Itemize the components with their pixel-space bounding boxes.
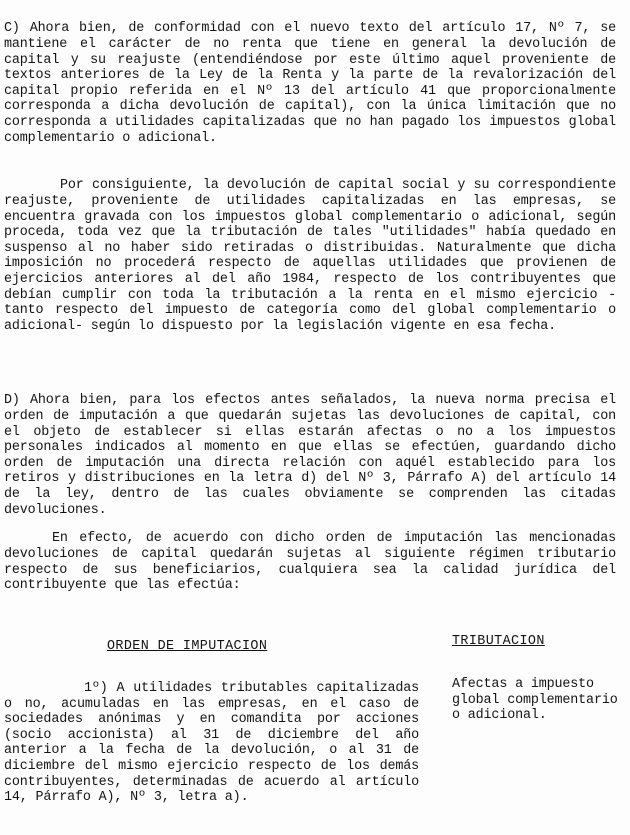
paragraph-c: C) Ahora bien, de conformidad con el nuevo texto del artículo 17, Nº 7, se mantiene el carácter de no renta que tiene en general la devolución de capital y su reajuste (entendiéndose por este último aquel proveniente de textos anteriores de la Ley de la Renta y la parte de la revalorización del capital propio referida en el Nº 13 del artículo 41 que proporcionalmente corresponda a dicha devolución de capital), con la única limitación que no corresponda a utilidades capitalizadas que no han pagado los impuestos global complementario o adicional. [4, 21, 616, 146]
table-header-orden-imputacion: ORDEN DE IMPUTACION [107, 639, 268, 654]
paragraph-por-consiguiente: Por consiguiente, la devolución de capital social y su correspondiente reajuste, proveniente de utilidades capitalizadas en las empresas, se encuentra gravada con los impuestos global complementario o adicional, según proceda, toda vez que la tributación de tales "utilidades" había quedado en suspenso al no haber sido retiradas o distribuidas. Naturalmente que dicha imposición no procederá respecto de aquellas utilidades que provienen de ejercicios anteriores al del año 1984, respecto de los contribuyentes que debían cumplir con toda la tributación a la renta en el mismo ejercicio -tanto respecto del impuesto de categoría como del global complementario o adicional- según lo dispuesto por la legislación vigente en esa fecha. [4, 178, 616, 334]
paragraph-d: D) Ahora bien, para los efectos antes señalados, la nueva norma precisa el orden de imputación a que quedarán sujetas las devoluciones de capital, con el objeto de establecer si ellas estarán afectas o no a los impuestos personales indicados al momento en que ellas se efectúen, guardando dicho orden de imputación una directa relación con aquél establecido para los retiros y distribuciones en la letra d) del Nº 3, Párrafo A) del artículo 14 de la ley, dentro de las cuales obviamente se comprenden las citadas devoluciones. [4, 393, 616, 518]
table-row-tax: Afectas a impuesto global complementario o adicional. [452, 677, 618, 724]
table-header-tributacion: TRIBUTACION [452, 634, 545, 649]
table-row-order: 1º) A utilidades tributables capitalizadas o no, acumuladas en las empresas, en el caso de sociedades anónimas y en comandita por acciones (socio accionista) al 31 de diciembre del año anterior a la fecha de la devolución, o al 31 de diciembre del mismo ejercicio respecto de los demás contribuyentes, determinadas de acuerdo al artículo 14, Párrafo A), Nº 3, letra a). [4, 681, 419, 806]
paragraph-en-efecto: En efecto, de acuerdo con dicho orden de imputación las mencionadas devoluciones de capital quedarán sujetas al siguiente régimen tributario respecto de sus beneficiarios, cualquiera sea la calidad jurídica del contribuyente que las efectúa: [4, 531, 616, 594]
